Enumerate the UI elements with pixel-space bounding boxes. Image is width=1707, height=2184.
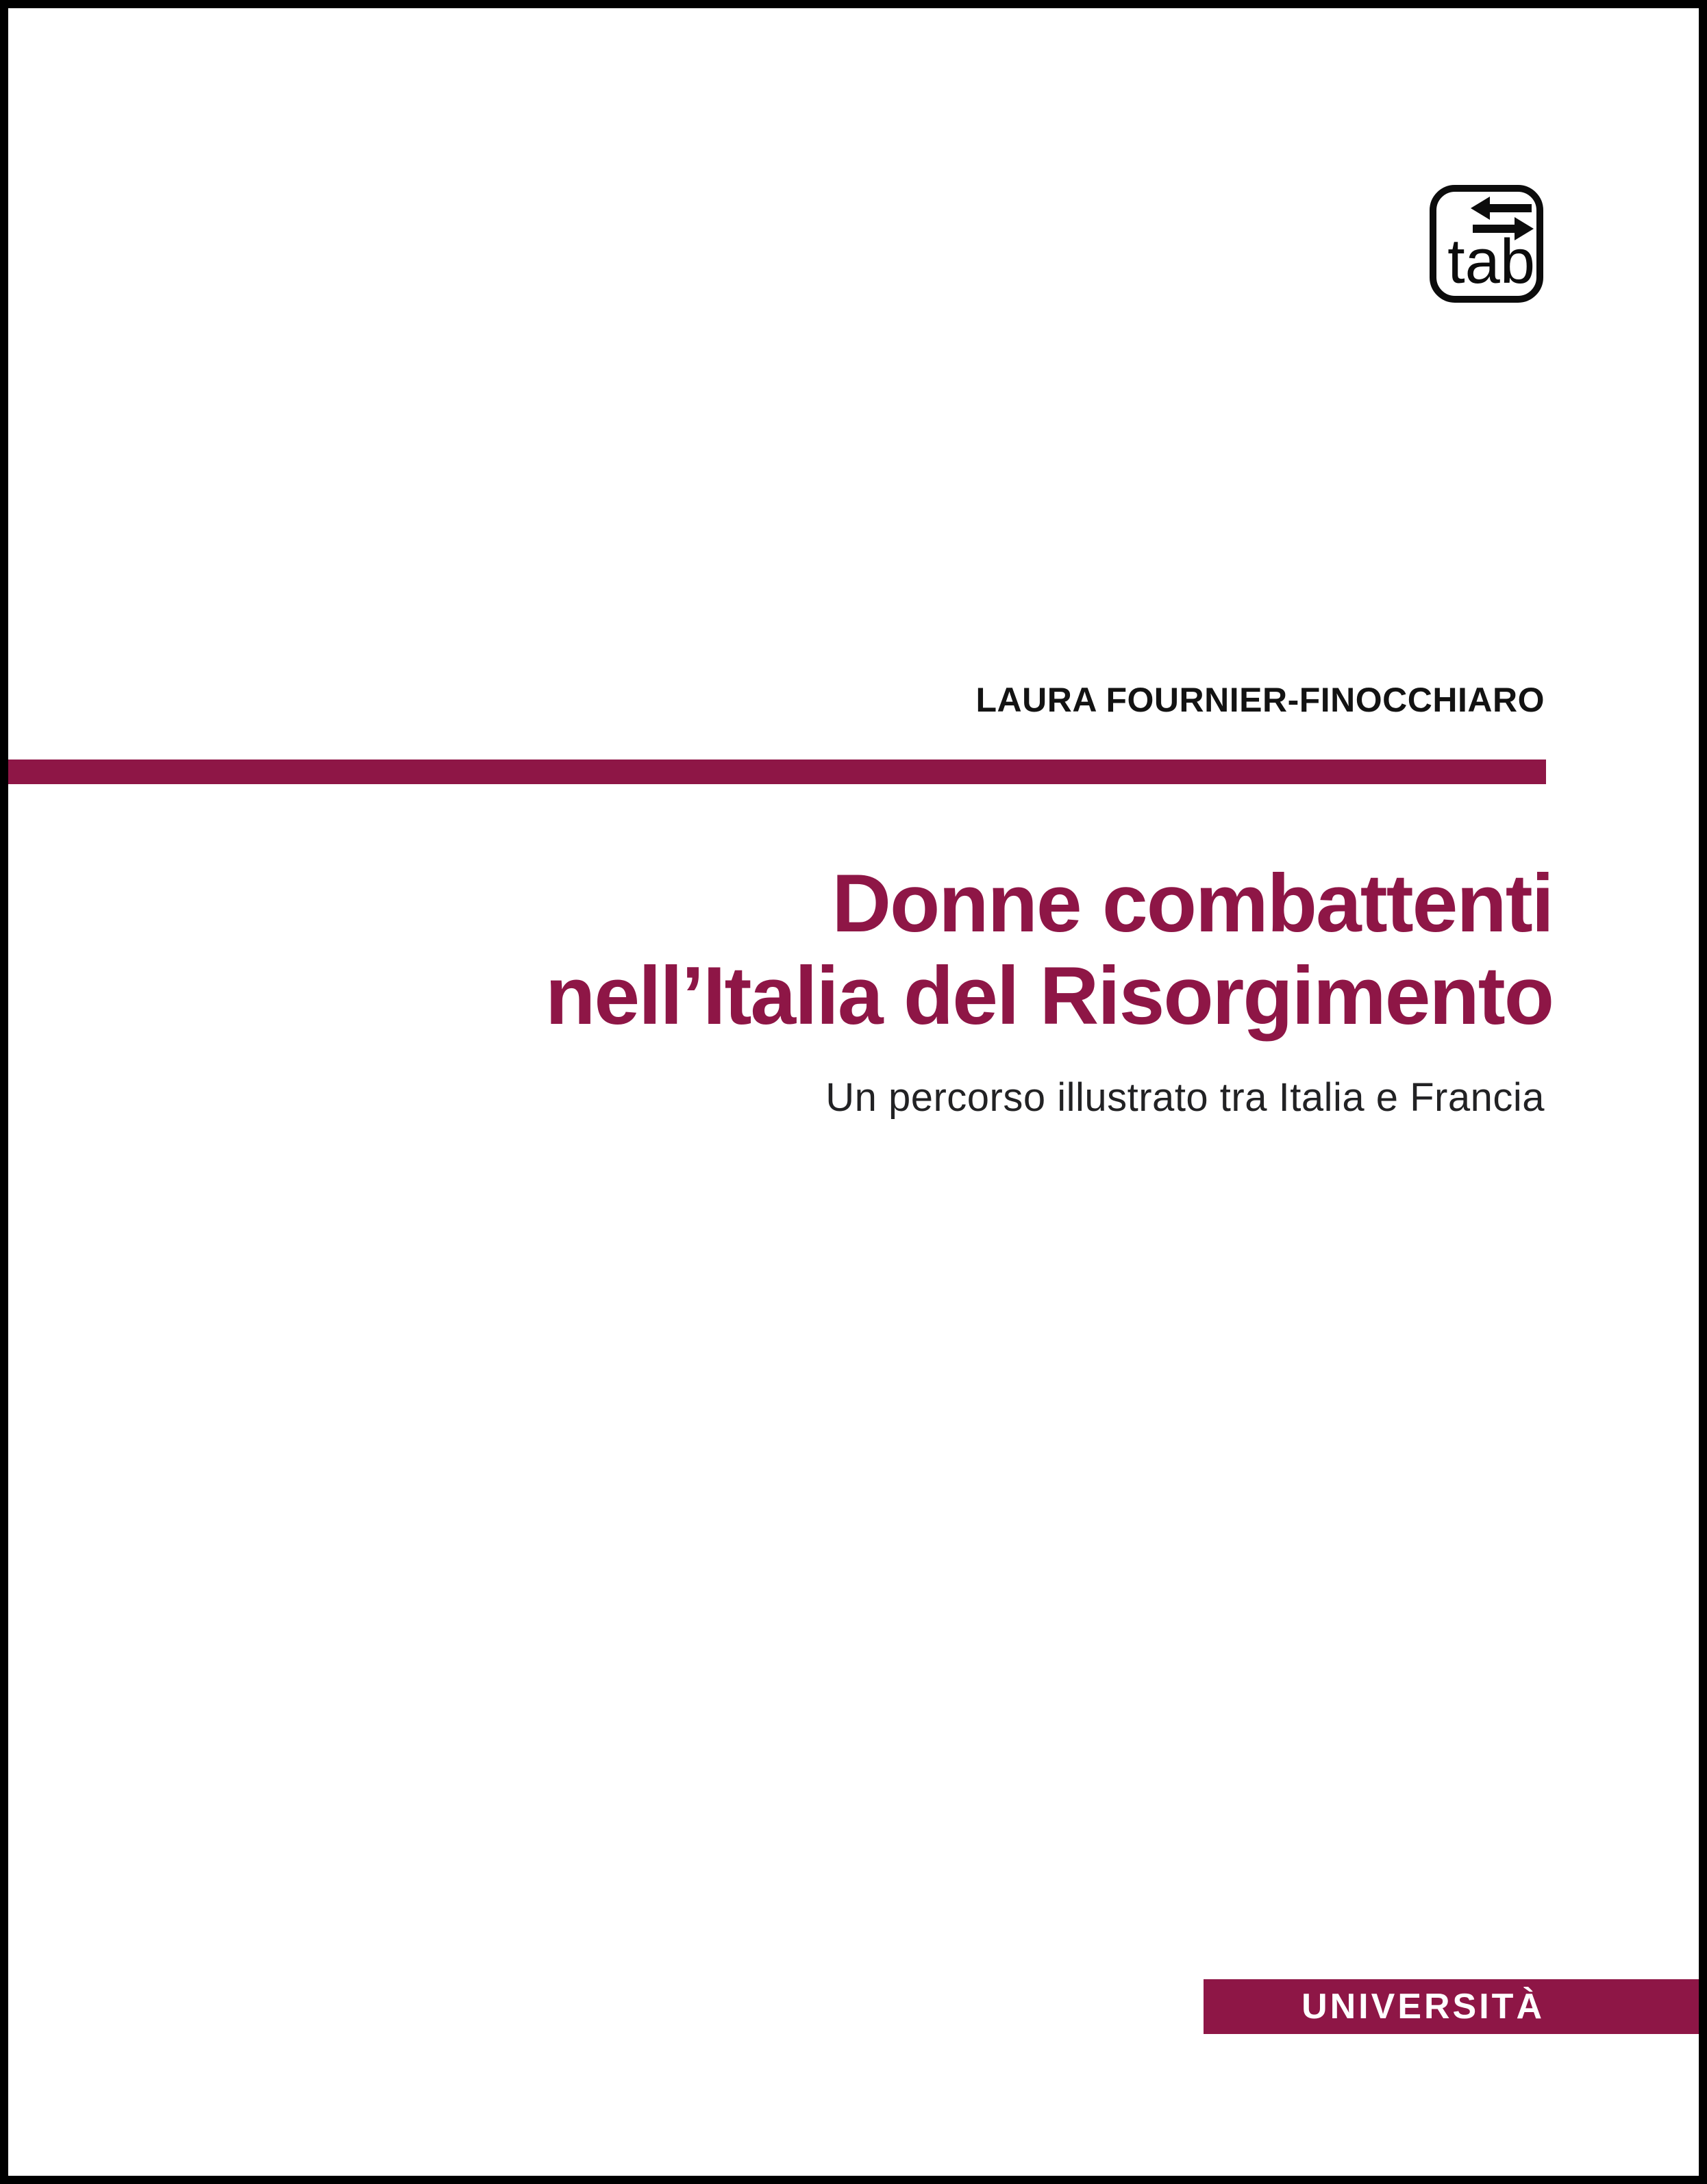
book-title-line2: nell’Italia del Risorgimento <box>545 950 1553 1042</box>
publisher-logo <box>1430 185 1543 303</box>
title-divider-rule <box>8 760 1546 784</box>
book-title <box>8 857 1553 1042</box>
author-name: LAURA FOURNIER-FINOCCHIARO <box>975 681 1545 719</box>
arrow-left-icon <box>1471 197 1532 220</box>
series-badge <box>1204 1979 1699 2034</box>
series-badge-label: UNIVERSITÀ <box>1301 1987 1545 2026</box>
book-subtitle: Un percorso illustrato tra Italia e Francia <box>825 1075 1545 1120</box>
tab-logo-icon <box>1430 185 1543 303</box>
book-title-line1: Donne combattenti <box>832 857 1553 949</box>
publisher-logo-label: tab <box>1447 227 1535 297</box>
